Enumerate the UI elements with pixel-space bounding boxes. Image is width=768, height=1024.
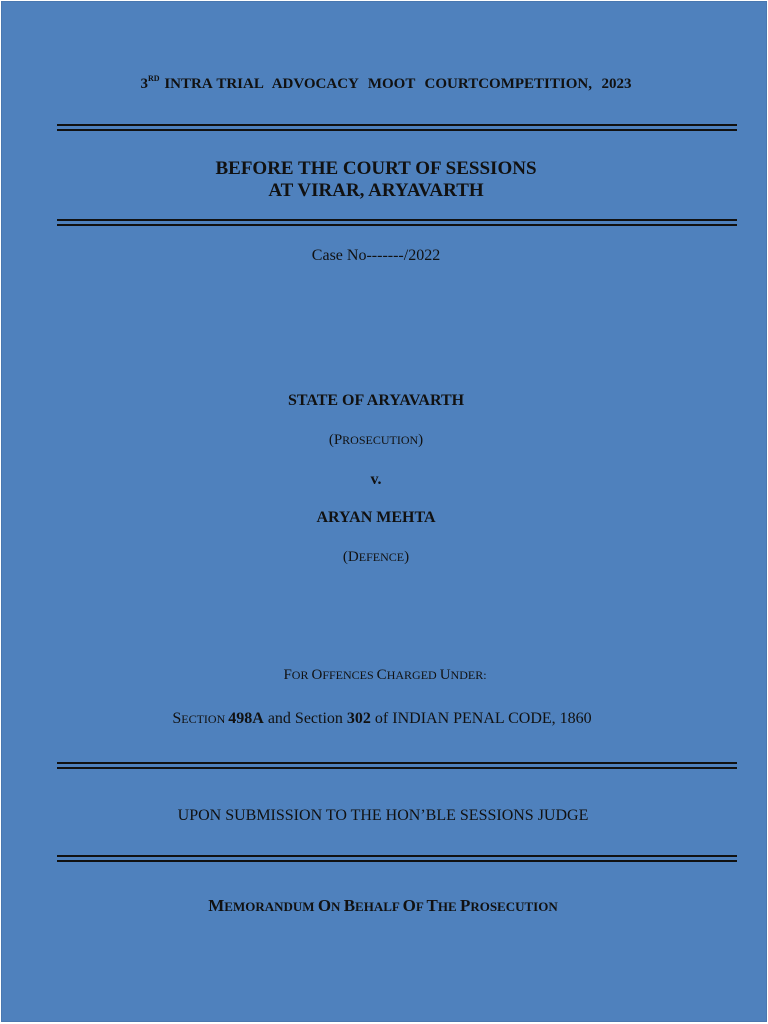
divider-offences bbox=[57, 762, 737, 769]
case-number: Case No-------/2022 bbox=[311, 247, 441, 264]
divider-court bbox=[57, 219, 737, 226]
divider-submission bbox=[57, 855, 737, 862]
submission-line: UPON SUBMISSION TO THE HON’BLE SESSIONS JUDGE bbox=[177, 807, 589, 824]
defence-party: ARYAN MEHTA bbox=[316, 509, 436, 526]
section-302: 302 bbox=[346, 710, 371, 727]
cover-page bbox=[1, 1, 767, 1022]
offences-heading: FOR OFFENCES CHARGED UNDER: bbox=[283, 667, 487, 683]
offences-sections: SECTION 498A and Section 302 of INDIAN PENAL CODE, 1860 bbox=[172, 710, 592, 727]
court-name: BEFORE THE COURT OF SESSIONS bbox=[215, 158, 537, 179]
competition-ordinal: 3 bbox=[140, 76, 149, 92]
prosecution-role: (PROSECUTION) bbox=[328, 432, 424, 448]
prosecution-party: STATE OF ARYAVARTH bbox=[287, 392, 465, 409]
competition-title bbox=[2, 74, 768, 93]
court-location: AT VIRAR, ARYAVARTH bbox=[268, 180, 484, 201]
competition-ordinal-suffix: RD bbox=[148, 74, 160, 83]
memorandum-title: MEMORANDUM ON BEHALF OF THE PROSECUTION bbox=[208, 896, 558, 915]
defence-role: (DEFENCE) bbox=[342, 549, 410, 565]
competition-name: INTRA TRIAL ADVOCACY MOOT COURTCOMPETITION, 2023 bbox=[164, 76, 632, 92]
versus: v. bbox=[370, 471, 382, 488]
section-498a: 498A bbox=[228, 710, 264, 727]
divider-top bbox=[57, 124, 737, 131]
